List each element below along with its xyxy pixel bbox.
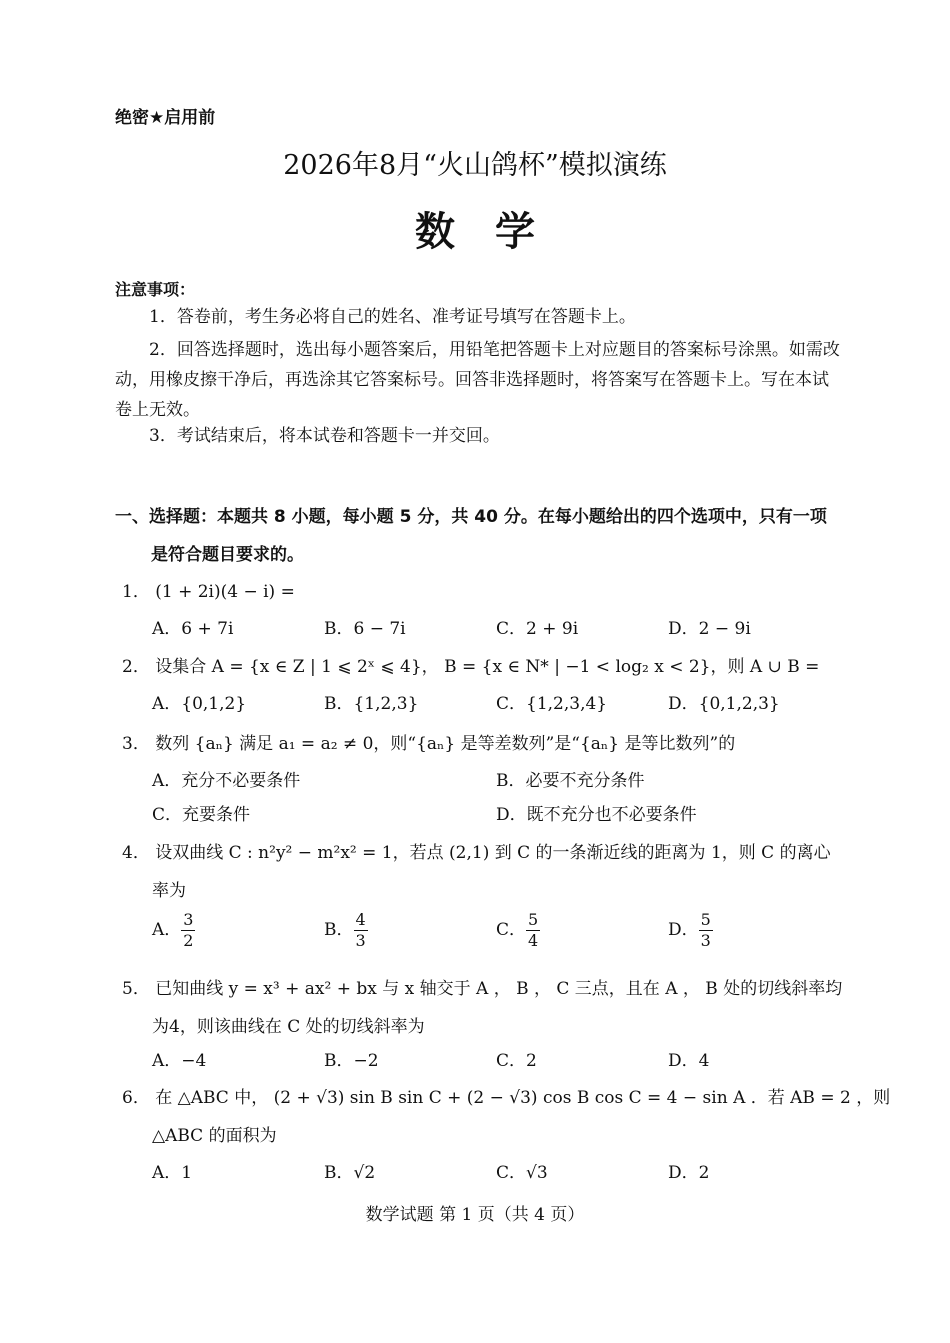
numerator: 4 bbox=[355, 910, 366, 929]
question-stem: 在 △ABC 中， (2 + √3) sin B sin C + (2 − √3) cos B cos C = 4 − sin A ．若 AB = 2 ，则 bbox=[155, 1088, 891, 1108]
q3-option-b: B．必要不充分条件 bbox=[496, 771, 645, 791]
q4-option-d bbox=[668, 910, 713, 951]
notice-item-1: 1．答卷前，考生务必将自己的姓名、准考证号填写在答题卡上。 bbox=[149, 307, 636, 327]
notice-item-3: 3．考试结束后，将本试卷和答题卡一并交回。 bbox=[149, 426, 500, 446]
question-stem: 已知曲线 y = x³ + ax² + bx 与 x 轴交于 A ， B ， C 三点，且在 A ， B 处的切线斜率均 bbox=[155, 979, 843, 999]
notice-heading: 注意事项： bbox=[115, 280, 196, 299]
q1-option-d: D．2 − 9i bbox=[668, 619, 751, 639]
q2-option-c: C．{1,2,3,4} bbox=[496, 694, 608, 714]
question-number: 2． bbox=[122, 657, 150, 677]
question-stem: 数列 {aₙ} 满足 a₁ = a₂ ≠ 0，则“{aₙ} 是等差数列”是“{aₙ} 是等比数列”的 bbox=[155, 734, 736, 754]
question-2 bbox=[122, 652, 819, 677]
q1-option-a: A．6 + 7i bbox=[152, 619, 234, 639]
fraction bbox=[354, 910, 368, 951]
q6-option-b: B．√2 bbox=[324, 1163, 376, 1183]
q5-option-d: D．4 bbox=[668, 1051, 710, 1071]
q1-option-b: B．6 − 7i bbox=[324, 619, 406, 639]
question-3 bbox=[122, 729, 735, 754]
denominator: 2 bbox=[183, 931, 194, 950]
q6-option-d: D．2 bbox=[668, 1163, 710, 1183]
question-stem: (1 + 2i)(4 − i) = bbox=[155, 582, 295, 602]
question-number: 1． bbox=[122, 582, 150, 602]
question-number: 6． bbox=[122, 1088, 150, 1108]
option-label: D． bbox=[668, 920, 699, 940]
q2-option-d: D．{0,1,2,3} bbox=[668, 694, 780, 714]
question-stem: 设双曲线 C : n²y² − m²x² = 1，若点 (2,1) 到 C 的一条渐近线的距离为 1，则 C 的离心 bbox=[155, 843, 831, 863]
numerator: 5 bbox=[700, 910, 711, 929]
q5-option-b: B．−2 bbox=[324, 1051, 379, 1071]
q3-option-c: C．充要条件 bbox=[152, 805, 251, 825]
q6-option-a: A．1 bbox=[152, 1163, 193, 1183]
denominator: 3 bbox=[700, 931, 711, 950]
denominator: 3 bbox=[355, 931, 366, 950]
section-heading-text: 一、选择题：本题共 8 小题，每小题 5 分，共 40 分。在每小题给出的四个选项中，只有一项是符合题目要求的。 bbox=[115, 507, 827, 565]
page-footer: 数学试题 第 1 页（共 4 页） bbox=[365, 1205, 585, 1225]
q6-option-c: C．√3 bbox=[496, 1163, 548, 1183]
q4-option-c bbox=[496, 910, 540, 951]
q3-option-d: D．既不充分也不必要条件 bbox=[496, 805, 697, 825]
q3-option-a: A．充分不必要条件 bbox=[152, 771, 301, 791]
numerator: 5 bbox=[528, 910, 539, 929]
q5-stem-cont: 为4，则该曲线在 C 处的切线斜率为 bbox=[152, 1017, 425, 1037]
q5-option-a: A．−4 bbox=[152, 1051, 207, 1071]
q4-option-b bbox=[324, 910, 368, 951]
question-number: 3． bbox=[122, 734, 150, 754]
question-stem: 设集合 A = {x ∈ Z | 1 ⩽ 2ˣ ⩽ 4}， B = {x ∈ N* | −1 < log₂ x < 2}，则 A ∪ B = bbox=[155, 657, 820, 677]
q6-stem-cont: △ABC 的面积为 bbox=[152, 1126, 277, 1146]
notice-item-2: 2．回答选择题时，选出每小题答案后，用铅笔把答题卡上对应题目的答案标号涂黑。如需改动，用橡皮擦干净后，再选涂其它答案标号。回答非选择题时，将答案写在答题卡上。写在本试卷上无效。 bbox=[115, 340, 840, 420]
exam-title: 2026年8月“火山鸽杯”模拟演练 bbox=[283, 150, 667, 181]
fraction bbox=[526, 910, 540, 951]
question-number: 5． bbox=[122, 979, 150, 999]
fraction bbox=[181, 910, 195, 951]
q2-option-a: A．{0,1,2} bbox=[152, 694, 247, 714]
question-5 bbox=[122, 974, 842, 999]
numerator: 3 bbox=[183, 910, 194, 929]
question-number: 4． bbox=[122, 843, 150, 863]
option-label: B． bbox=[324, 920, 354, 940]
question-6 bbox=[122, 1083, 890, 1108]
section-heading bbox=[115, 498, 835, 574]
q4-option-a bbox=[152, 910, 195, 951]
q5-option-c: C．2 bbox=[496, 1051, 537, 1071]
option-label: A． bbox=[152, 920, 182, 940]
question-4 bbox=[122, 838, 831, 863]
option-label: C． bbox=[496, 920, 527, 940]
q4-stem-cont: 率为 bbox=[152, 881, 186, 901]
denominator: 4 bbox=[528, 931, 539, 950]
q2-option-b: B．{1,2,3} bbox=[324, 694, 419, 714]
q1-option-c: C．2 + 9i bbox=[496, 619, 579, 639]
question-1 bbox=[122, 577, 295, 602]
fraction bbox=[699, 910, 713, 951]
confidential-label: 绝密★启用前 bbox=[115, 108, 216, 128]
subject-title: 数学 bbox=[415, 209, 575, 255]
